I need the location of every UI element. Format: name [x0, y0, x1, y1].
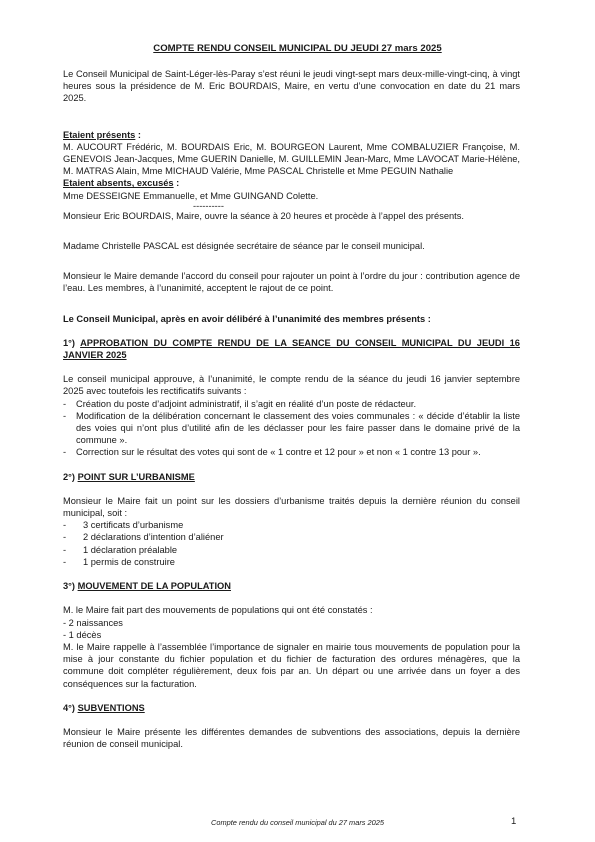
list-item: - 1 permis de construire [63, 556, 520, 568]
absents-list: Mme DESSEIGNE Emmanuelle, et Mme GUINGAND Colette. [63, 190, 319, 201]
absents-colon: : [173, 178, 180, 189]
section-2-text: Monsieur le Maire fait un point sur les dossiers d’urbanisme traités depuis la dernière réunion du conseil municipal, soit : [63, 495, 520, 519]
section-1-heading [63, 337, 520, 361]
section-4-heading [63, 702, 520, 714]
section-1-number: 1°) [63, 337, 75, 348]
section-2-number: 2°) [63, 471, 75, 482]
list-item: - 2 déclarations d’intention d’aliéner [63, 531, 520, 543]
separator: ---------- [193, 200, 224, 211]
section-4-text: Monsieur le Maire présente les différentes demandes de subventions des associations, depuis la dernière réunion de conseil municipal. [63, 726, 520, 750]
list-item: - Correction sur le résultat des votes qui sont de « 1 contre et 12 pour » et non « 1 contre 13 pour ». [63, 446, 520, 458]
section-3-heading [63, 580, 520, 592]
section-1-text: Le conseil municipal approuve, à l’unanimité, le compte rendu de la séance du jeudi 16 janvier septembre 2025 avec toutefois les rectificatifs suivants : [63, 374, 520, 397]
section-2-list [63, 519, 520, 568]
absents-heading [63, 177, 520, 189]
section-3-list [63, 617, 520, 641]
section-4-number: 4°) [63, 702, 75, 713]
section-3-text-2: M. le Maire rappelle à l’assemblée l’importance de signaler en mairie tous mouvements de population pour la mise à jour constante du fichier population et du fichier de facturation des ordures ménagères, que la commune doit compléter régulièrement, deux fois par an. Un départ ou une arrivée dans un foyer a des conséquences sur la facturation. [63, 641, 520, 689]
page-number: 1 [511, 816, 517, 827]
section-2-title: POINT SUR L’URBANISME [77, 471, 195, 482]
section-1-list [63, 398, 520, 459]
section-3-title: MOUVEMENT DE LA POPULATION [77, 581, 231, 592]
section-3-text: M. le Maire fait part des mouvements de populations qui ont été constatés : [63, 605, 373, 616]
absents-label: Etaient absents, excusés [63, 178, 174, 189]
list-item: - 1 déclaration préalable [63, 544, 520, 556]
list-item: - Modification de la délibération concernant le classement des voies communales : « décide d’établir la liste des voies qui n’ont plus d’utilité afin de les déclasser pour les faire passer dans le domaine privé de la commune ». [63, 410, 520, 447]
list-item: - 2 naissances [63, 617, 123, 628]
list-item: - 3 certificats d’urbanisme [63, 519, 520, 531]
presents-label: Etaient présents [63, 129, 136, 140]
page-footer: Compte rendu du conseil municipal du 27 mars 2025 [211, 818, 384, 827]
secretary-paragraph: Madame Christelle PASCAL est désignée secrétaire de séance par le conseil municipal. [63, 241, 425, 252]
opening-paragraph: Monsieur Eric BOURDAIS, Maire, ouvre la séance à 20 heures et procède à l’appel des présents. [63, 210, 465, 221]
section-1-title: APPROBATION DU COMPTE RENDU DE LA SEANCE DU CONSEIL MUNICIPAL DU JEUDI 16 JANVIER 2025 [63, 337, 520, 361]
section-3-number: 3°) [63, 581, 75, 592]
presents-colon: : [135, 129, 142, 140]
presents-list: M. AUCOURT Frédéric, M. BOURDAIS Eric, M. BOURGEON Laurent, Mme COMBALUZIER Françoise, M. GENEVOIS Jean-Jacques, Mme GUERIN Danielle, M. GUILLEMIN Jean-Marc, Mme LAVOCAT Marie-Hélène, M. MATRAS Alain, Mme MICHAUD Valérie, Mme PASCAL Christelle et Mme PEGUIN Nathalie [63, 141, 520, 177]
agenda-addition-paragraph: Monsieur le Maire demande l’accord du conseil pour rajouter un point à l’ordre du jour : contribution agence de l’eau. Les membres, à l’unanimité, acceptent le rajout de ce point. [63, 271, 520, 294]
list-item: - Création du poste d’adjoint administratif, il s’agit en réalité d’un poste de rédacteur. [63, 398, 520, 410]
list-item: - 1 décès [63, 629, 102, 640]
document-body [63, 68, 520, 750]
document-title: COMPTE RENDU CONSEIL MUNICIPAL DU JEUDI 27 mars 2025 [153, 43, 442, 54]
section-2-heading [63, 471, 520, 483]
deliberation-statement: Le Conseil Municipal, après en avoir délibéré à l’unanimité des membres présents : [63, 313, 431, 324]
section-4-title: SUBVENTIONS [77, 702, 145, 713]
presents-heading [63, 129, 520, 141]
intro-paragraph: Le Conseil Municipal de Saint-Léger-lès-Paray s’est réuni le jeudi vingt-sept mars deux-mille-vingt-cinq, à vingt heures sous la présidence de M. Eric BOURDAIS, Maire, en vertu d’une convocation en date du 21 mars 2025. [63, 69, 520, 104]
